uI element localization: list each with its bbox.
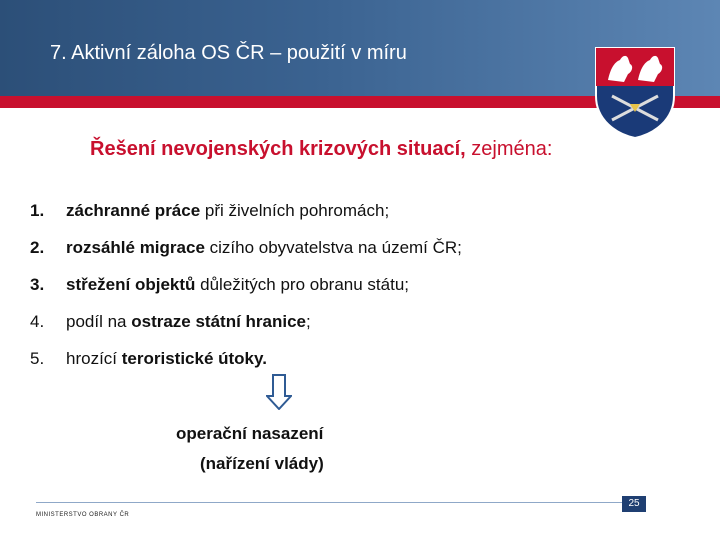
item-rest-text: cizího obyvatelstva na území ČR; (204, 237, 462, 257)
down-arrow-icon (266, 374, 292, 410)
item-bold-text: ostraze státní hranice (131, 311, 307, 331)
footer-divider (36, 502, 646, 503)
page-number-badge: 25 (622, 496, 646, 512)
item-number: 1. (30, 200, 45, 220)
item-rest-text: ; (306, 311, 311, 331)
deployment-note: (nařízení vlády) (200, 454, 324, 473)
item-bold-text: střežení objektů (66, 274, 196, 294)
crisis-situations-list (30, 192, 670, 377)
item-number: 4. (30, 311, 45, 331)
subtitle-normal: zejména: (465, 138, 553, 160)
slide-title: 7. Aktivní záloha OS ČR – použití v míru (50, 42, 407, 64)
slide-subtitle (90, 138, 552, 161)
list-item (30, 340, 670, 377)
list-item (30, 192, 670, 229)
item-pre-text: hrozící (66, 348, 122, 368)
deployment-label: operační nasazení (176, 424, 324, 443)
item-bold-text: teroristické útoky. (121, 348, 267, 368)
item-pre-text: podíl na (66, 311, 132, 331)
list-item (30, 229, 670, 266)
subtitle-bold: Řešení nevojenských krizových situací, (90, 138, 466, 160)
list-item (30, 303, 670, 340)
list-item (30, 266, 670, 303)
item-rest-text: při živelních pohromách; (200, 200, 390, 220)
item-number: 5. (30, 348, 45, 368)
item-number: 3. (30, 274, 45, 294)
item-rest-text: důležitých pro obranu státu; (195, 274, 409, 294)
item-bold-text: rozsáhlé migrace (66, 237, 205, 257)
footer-ministry-label: MINISTERSTVO OBRANY ČR (36, 512, 130, 518)
czech-army-emblem-icon (594, 46, 676, 140)
item-bold-text: záchranné práce (66, 200, 201, 220)
item-number: 2. (30, 237, 45, 257)
